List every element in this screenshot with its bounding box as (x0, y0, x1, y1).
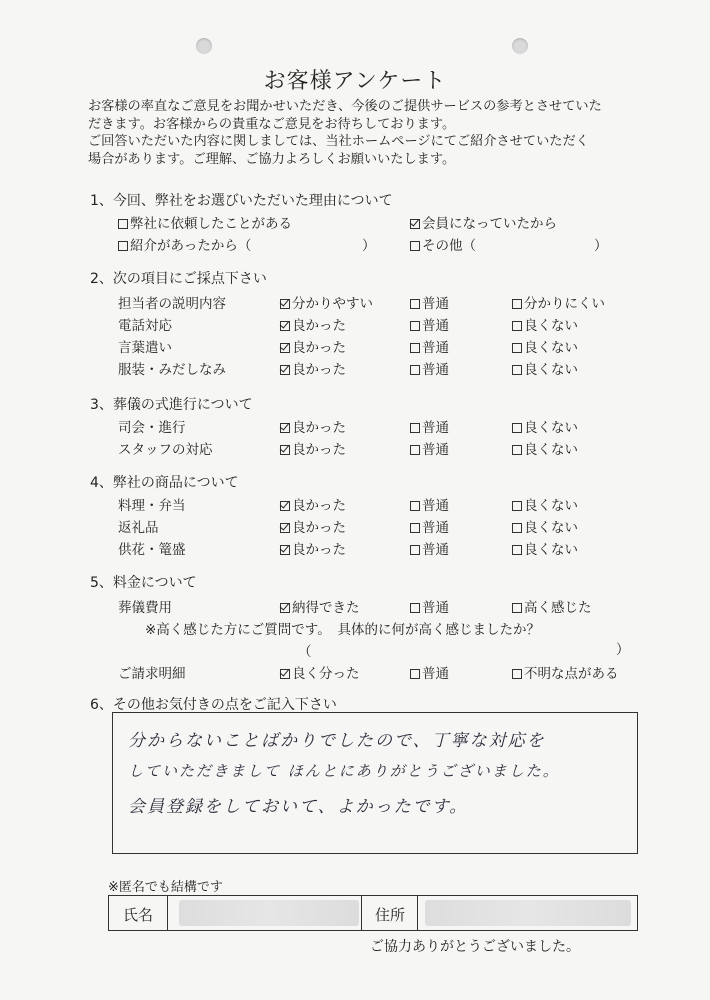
divider (417, 896, 418, 930)
option-label: 良くない (524, 318, 578, 334)
q4-row-label: 料理・弁当 (118, 498, 186, 514)
q2-option-bad[interactable] (512, 358, 578, 378)
checkbox[interactable] (280, 669, 290, 679)
option-label: 良くない (524, 362, 578, 378)
q5-followup-question: ※高く感じた方にご質問です。 具体的に何が高く感じましたか？ (145, 622, 540, 638)
name-label: 氏名 (123, 906, 154, 924)
option-label: 普通 (422, 498, 449, 514)
option-label: 高く感じた (524, 600, 592, 616)
checkbox[interactable] (410, 241, 420, 251)
option-label: 良くない (524, 442, 578, 458)
q4-heading: 4、弊社の商品について (90, 475, 239, 491)
checkbox[interactable] (410, 545, 420, 555)
q1-heading: 1、今回、弊社をお選びいただいた理由について (90, 193, 393, 209)
checkbox[interactable] (512, 545, 522, 555)
q1-option-past-client[interactable] (118, 212, 292, 232)
q5-bill-good[interactable] (280, 662, 360, 682)
q5-fee-mid[interactable] (410, 596, 449, 616)
option-label: 良かった (292, 542, 346, 558)
q2-row-label: 担当者の説明内容 (118, 296, 226, 312)
option-label: 紹介があったから（ (130, 238, 252, 254)
q5-bill-bad[interactable] (512, 662, 619, 682)
q4-option-bad[interactable] (512, 516, 578, 536)
intro-line: お客様の率直なご意見をお聞かせいただき、今後のご提供サービスの参考とさせていた (88, 99, 602, 114)
option-label: 良かった (292, 442, 346, 458)
q2-option-good[interactable] (280, 336, 346, 356)
option-label: 良くない (524, 340, 578, 356)
checkbox[interactable] (118, 219, 128, 229)
q1-option-other[interactable] (410, 234, 476, 254)
checkbox[interactable] (280, 299, 290, 309)
handwritten-comment-line: していただきまして ほんとにありがとうございました。 (128, 762, 560, 780)
intro-line: ご回答いただいた内容に関しましては、当社ホームページにてご紹介させていただく (88, 134, 589, 149)
checkbox[interactable] (512, 523, 522, 533)
option-label: 会員になっていたから (422, 216, 557, 232)
q1-referral-close: ） (362, 238, 376, 254)
punch-hole-left (196, 38, 212, 54)
q3-option-mid[interactable] (410, 416, 449, 436)
checkbox[interactable] (410, 365, 420, 375)
q4-row-label: 供花・篭盛 (118, 542, 186, 558)
q2-option-mid[interactable] (410, 358, 449, 378)
q2-option-good[interactable] (280, 358, 346, 378)
checkbox[interactable] (280, 445, 290, 455)
option-label: 分かりやすい (292, 296, 373, 312)
q2-option-good[interactable] (280, 292, 373, 312)
checkbox[interactable] (410, 501, 420, 511)
page-title: お客様アンケート (263, 69, 447, 94)
handwritten-comment-line: 分からないことばかりでしたので、丁寧な対応を (128, 731, 546, 751)
q5-fee-bad[interactable] (512, 596, 592, 616)
q4-option-bad[interactable] (512, 538, 578, 558)
option-label: 普通 (422, 340, 449, 356)
q5-heading: 5、料金について (90, 575, 197, 591)
q3-option-mid[interactable] (410, 438, 449, 458)
checkbox[interactable] (512, 343, 522, 353)
option-label: 良くない (524, 498, 578, 514)
checkbox[interactable] (512, 445, 522, 455)
checkbox[interactable] (410, 603, 420, 613)
checkbox[interactable] (410, 219, 420, 229)
thanks-message: ご協力ありがとうございました。 (370, 939, 580, 955)
checkbox[interactable] (410, 669, 420, 679)
checkbox[interactable] (512, 299, 522, 309)
checkbox[interactable] (280, 545, 290, 555)
q4-option-bad[interactable] (512, 494, 578, 514)
q2-option-mid[interactable] (410, 292, 449, 312)
option-label: 良くない (524, 542, 578, 558)
option-label: 不明な点がある (524, 666, 619, 682)
option-label: 良く分った (292, 666, 360, 682)
q4-option-mid[interactable] (410, 494, 449, 514)
checkbox[interactable] (280, 603, 290, 613)
q2-option-mid[interactable] (410, 336, 449, 356)
q2-option-good[interactable] (280, 314, 346, 334)
option-label: 普通 (422, 600, 449, 616)
contact-table (108, 895, 638, 931)
checkbox[interactable] (410, 523, 420, 533)
option-label: 良くない (524, 420, 578, 436)
checkbox[interactable] (410, 321, 420, 331)
address-field-redacted[interactable] (425, 900, 631, 926)
intro-line: 場合があります。ご理解、ご協力よろしくお願いいたします。 (88, 151, 456, 167)
checkbox[interactable] (280, 365, 290, 375)
intro-text (88, 98, 648, 168)
option-label: 良かった (292, 420, 346, 436)
q2-row-label: 電話対応 (118, 318, 172, 334)
checkbox[interactable] (512, 321, 522, 331)
q1-option-member[interactable] (410, 212, 557, 232)
option-label: その他（ (422, 238, 476, 254)
checkbox[interactable] (512, 603, 522, 613)
checkbox[interactable] (410, 445, 420, 455)
q4-option-mid[interactable] (410, 516, 449, 536)
q6-heading: 6、その他お気付きの点をご記入下さい (90, 697, 337, 713)
q4-row-label: 返礼品 (118, 520, 159, 536)
q3-row-label: 司会・進行 (118, 420, 186, 436)
q4-option-good[interactable] (280, 538, 346, 558)
divider (167, 896, 168, 930)
q3-row-label: スタッフの対応 (118, 442, 213, 458)
name-field-redacted[interactable] (179, 900, 359, 926)
q2-heading: 2、次の項目にご採点下さい (90, 271, 267, 287)
q5-fee-good[interactable] (280, 596, 360, 616)
checkbox[interactable] (280, 523, 290, 533)
option-label: 普通 (422, 520, 449, 536)
checkbox[interactable] (410, 423, 420, 433)
q5-paren-close: ） (616, 642, 630, 658)
q1-other-close: ） (594, 238, 608, 254)
option-label: 弊社に依頼したことがある (130, 216, 292, 232)
checkbox[interactable] (280, 321, 290, 331)
handwritten-comment-line: 会員登録をしておいて、よかったです。 (128, 797, 469, 817)
checkbox[interactable] (118, 241, 128, 251)
option-label: 普通 (422, 420, 449, 436)
option-label: 良くない (524, 520, 578, 536)
option-label: 良かった (292, 498, 346, 514)
checkbox[interactable] (512, 365, 522, 375)
q1-option-referral[interactable] (118, 234, 251, 254)
option-label: 普通 (422, 296, 449, 312)
option-label: 普通 (422, 318, 449, 334)
q3-option-good[interactable] (280, 438, 346, 458)
q2-option-bad[interactable] (512, 292, 605, 312)
address-label: 住所 (375, 906, 406, 924)
q2-row-label: 服装・みだしなみ (118, 362, 226, 378)
option-label: 良かった (292, 340, 346, 356)
option-label: 普通 (422, 442, 449, 458)
checkbox[interactable] (280, 501, 290, 511)
checkbox[interactable] (410, 343, 420, 353)
divider (361, 896, 362, 930)
q2-option-bad[interactable] (512, 336, 578, 356)
option-label: 普通 (422, 666, 449, 682)
checkbox[interactable] (280, 343, 290, 353)
option-label: 良かった (292, 362, 346, 378)
q3-option-bad[interactable] (512, 438, 578, 458)
option-label: 普通 (422, 362, 449, 378)
intro-line: だきます。お客様からの貴重なご意見をお待ちしております。 (88, 116, 456, 132)
q2-option-bad[interactable] (512, 314, 578, 334)
q4-option-good[interactable] (280, 516, 346, 536)
q3-option-bad[interactable] (512, 416, 578, 436)
q4-option-mid[interactable] (410, 538, 449, 558)
option-label: 分かりにくい (524, 296, 605, 312)
q5-bill-label: ご請求明細 (118, 666, 186, 682)
checkbox[interactable] (512, 669, 522, 679)
q4-option-good[interactable] (280, 494, 346, 514)
checkbox[interactable] (512, 501, 522, 511)
q3-heading: 3、葬儀の式進行について (90, 397, 253, 413)
option-label: 普通 (422, 542, 449, 558)
option-label: 良かった (292, 520, 346, 536)
q3-option-good[interactable] (280, 416, 346, 436)
q2-row-label: 言葉遣い (118, 340, 172, 356)
q5-fee-label: 葬儀費用 (118, 600, 172, 616)
q5-paren-open: （ (298, 644, 312, 660)
checkbox[interactable] (280, 423, 290, 433)
punch-hole-right (512, 38, 528, 54)
q2-option-mid[interactable] (410, 314, 449, 334)
option-label: 納得できた (292, 600, 360, 616)
checkbox[interactable] (512, 423, 522, 433)
q5-bill-mid[interactable] (410, 662, 449, 682)
anonymous-note: ※匿名でも結構です (108, 880, 223, 895)
option-label: 良かった (292, 318, 346, 334)
checkbox[interactable] (410, 299, 420, 309)
